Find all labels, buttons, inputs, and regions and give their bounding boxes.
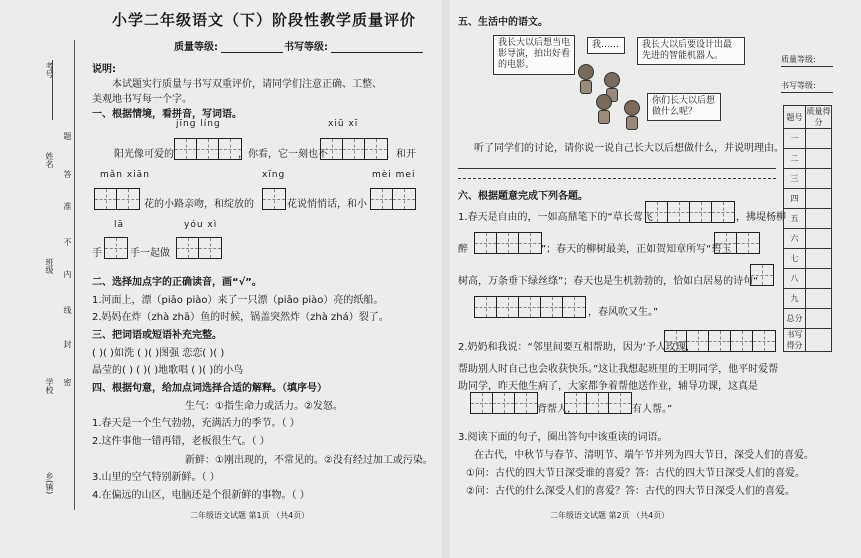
q4-heading: 四、根据句意，给加点词选择合适的解释。（填序号） (92, 383, 327, 394)
q3-line-2[interactable]: 晶莹的( ) ( )( )地歌唱 ( )( )的小鸟 (92, 365, 244, 376)
score-cell[interactable] (806, 249, 832, 269)
q4-sentence-4[interactable]: 4.在偏远的山区，电脑还是个很新鲜的事物。（ ） (92, 490, 310, 501)
q1-pinyin-4: xīng (262, 170, 286, 180)
q1-pinyin-7: yóu xì (184, 220, 218, 230)
score-row-label: 八 (784, 269, 806, 289)
child-figure-3 (596, 94, 612, 110)
q6-p2-e: 有人帮。” (632, 404, 673, 415)
writing-grade-label: 书写等级: (284, 38, 423, 53)
q6-p1-f: ，春风吹又生。” (588, 307, 659, 318)
score-row-label: 书写得分 (784, 329, 806, 352)
q1-text-3b: 手一起做 (130, 248, 170, 259)
score-cell[interactable] (806, 269, 832, 289)
score-row-label: 总分 (784, 309, 806, 329)
score-cell[interactable] (806, 149, 832, 169)
town-label: 乡(镇) (45, 472, 54, 495)
q1-pinyin-1: jīng líng (176, 119, 221, 129)
score-cell[interactable] (806, 169, 832, 189)
seal-char-8: 密 (63, 378, 72, 386)
score-col-question: 题号 (784, 106, 806, 129)
seal-char-6: 线 (63, 306, 72, 314)
speech-bubble-1: 我长大以后想当电影导演，拍出好看的电影。 (493, 35, 575, 75)
q4-sentence-1[interactable]: 1.春天是一个生气勃勃，充满活力的季节。（ ） (92, 418, 300, 429)
score-table (783, 105, 832, 352)
q1-grid-7[interactable] (176, 237, 222, 259)
child-figure-1 (578, 64, 594, 80)
score-row-label: 一 (784, 129, 806, 149)
q1-heading: 一、根据情境，看拼音，写词语。 (92, 109, 242, 120)
score-row-label: 二 (784, 149, 806, 169)
score-cell[interactable] (806, 129, 832, 149)
child-figure-4 (624, 100, 640, 116)
score-cell[interactable] (806, 209, 832, 229)
q6-grid-7[interactable] (470, 392, 538, 414)
q6-p2-a: 2.奶奶和我说：“邻里间要互相帮助，因为‘予人玫瑰， (458, 342, 696, 353)
score-col-quality: 质量得分 (806, 107, 831, 127)
q2-heading: 二、选择加点字的正确读音，画“√”。 (92, 277, 262, 288)
name-label: 姓名 (45, 152, 54, 168)
class-label: 班级 (45, 258, 54, 274)
footer-page-2: 二年级语文试题 第2页 （共4页） (550, 511, 670, 520)
q6-p1-e: 树高，万条垂下绿丝绦”；春天也是生机勃勃的，恰如白居易的诗句“ (458, 276, 759, 287)
score-row-label: 七 (784, 249, 806, 269)
score-row-label: 四 (784, 189, 806, 209)
speech-bubble-4: 你们长大以后想做什么呢？ (647, 93, 721, 121)
q6-p2-c: 助同学，昨天他生病了，大家都争着帮他送作业，辅导功课，这真是 (458, 381, 758, 392)
seal-char-2: 答 (63, 170, 72, 178)
q3-line-1[interactable]: ( )( )如洗 ( )( )图强 恋恋( )( ) (92, 348, 225, 359)
q6-grid-1[interactable] (645, 201, 735, 223)
exam-title: 小学二年级语文（下）阶段性教学质量评价 (112, 11, 417, 29)
score-row-label: 六 (784, 229, 806, 249)
q6-p2-d: 背帮人， (537, 404, 577, 415)
q4-sentence-2[interactable]: 2.这件事他一错再错，老板很生气。（ ） (92, 436, 270, 447)
q4-sentence-3[interactable]: 3.山里的空气特别新鲜。（ ） (92, 472, 220, 483)
score-cell[interactable] (806, 189, 832, 209)
q6-p3-a: 3.阅读下面的句子，圈出答句中该重读的词语。 (458, 432, 668, 443)
quality-grade-label: 质量等级: (174, 38, 283, 53)
quality-grade-blank[interactable] (221, 43, 283, 53)
margin-writing-blank[interactable] (781, 92, 833, 93)
q1-pinyin-3: mǎn xiān (100, 170, 150, 180)
q5-answer-line-1[interactable] (458, 168, 776, 169)
q1-grid-1[interactable] (174, 138, 242, 160)
q6-p1-b: ，拂堤杨柳 (736, 212, 786, 223)
score-cell[interactable] (806, 229, 832, 249)
child-body-3 (598, 110, 610, 124)
q6-p3-c[interactable]: ①问：古代的四大节日深受谁的喜爱？答：古代的四大节日深受人们的喜爱。 (466, 468, 805, 479)
q5-heading: 五、生活中的语文。 (458, 17, 548, 28)
q1-grid-2[interactable] (320, 138, 388, 160)
seal-char-4: 不 (63, 238, 72, 246)
exam-no-label: 考号 (45, 62, 54, 78)
q6-p1-a: 1.春天是自由的，一如高鼎笔下的“草长莺飞 (458, 212, 653, 223)
binding-line (74, 40, 75, 510)
writing-grade-blank[interactable] (331, 43, 423, 53)
q6-grid-2[interactable] (474, 232, 542, 254)
q1-text-1b: ，你看，它一刻也不 (238, 149, 328, 160)
q6-grid-6[interactable] (664, 330, 776, 352)
q5-prompt: 听了同学们的讨论，请你说一说自己长大以后想做什么，并说明理由。 (474, 143, 784, 154)
instructions-line-2: 美观地书写每一个字。 (92, 94, 192, 105)
q1-text-1c: ，和开 (386, 149, 416, 160)
speech-bubble-3: 我长大以后要设计出最先进的智能机器人。 (637, 37, 745, 65)
q1-pinyin-5: mèi mei (372, 170, 416, 180)
score-cell[interactable] (806, 309, 832, 329)
footer-page-1: 二年级语文试题 第1页 （共4页） (190, 511, 310, 520)
q2-line-2: 2.妈妈在炸（zhà zhā）鱼的时候，锅盖突然炸（zhà zhá）裂了。 (92, 312, 389, 323)
exam-no-blank (52, 60, 53, 120)
q6-p1-d: ”；春天的柳树最美，正如贺知章所写“碧玉 (541, 244, 732, 255)
child-body-4 (626, 116, 638, 130)
q6-p1-c: 醉 (458, 244, 468, 255)
score-row-label: 九 (784, 289, 806, 309)
q4-definition-1: 生气：①指生命力或活力。②发怒。 (185, 401, 343, 412)
q3-heading: 三、把词语或短语补充完整。 (92, 330, 222, 341)
q1-text-3a: 手 (92, 248, 102, 259)
q1-text-2b: 花说悄悄话，和小 (287, 199, 367, 210)
q1-text-1a: 阳光像可爱的 (114, 149, 174, 160)
school-label: 学校 (45, 378, 54, 394)
q6-grid-8[interactable] (564, 392, 632, 414)
margin-quality-label: 质量等级: (781, 55, 816, 64)
q1-text-2a: 花的小路亲吻，和绽放的 (144, 199, 254, 210)
q1-grid-3[interactable] (94, 188, 140, 210)
q1-pinyin-6: lā (114, 220, 125, 230)
q1-pinyin-2: xiū xī (328, 119, 359, 129)
child-figure-2 (604, 72, 620, 88)
speech-bubble-2: 我…… (587, 37, 625, 54)
seal-char-5: 内 (63, 270, 72, 278)
q1-grid-6[interactable] (104, 237, 128, 259)
q6-grid-5[interactable] (474, 296, 586, 318)
seal-char-1: 题 (63, 132, 72, 140)
instructions-heading: 说明: (92, 64, 116, 75)
page-divider (442, 0, 450, 558)
q6-p3-d[interactable]: ②问：古代的什么深受人们的喜爱？答：古代的四大节日深受人们的喜爱。 (466, 486, 795, 497)
margin-writing-label: 书写等级: (781, 81, 816, 90)
score-cell[interactable] (806, 329, 832, 352)
q1-grid-4[interactable] (262, 188, 286, 210)
q6-grid-4[interactable] (750, 264, 774, 286)
q6-p3-b: 在古代，中秋节与春节、清明节、端午节并列为四大节日，深受人们的喜爱。 (474, 450, 814, 461)
score-row-label: 五 (784, 209, 806, 229)
q6-grid-3[interactable] (714, 232, 760, 254)
instructions-line-1: 本试题实行质量与书写双重评价，请同学们注意正确、工整、 (112, 79, 382, 90)
q2-line-1: 1.河面上，漂（piāo piào）来了一只漂（piāo piào）亮的纸船。 (92, 295, 384, 306)
score-cell[interactable] (806, 289, 832, 309)
seal-char-7: 封 (63, 340, 72, 348)
q6-heading: 六、根据题意完成下列各题。 (458, 191, 588, 202)
q4-definition-2: 新鲜：①刚出现的，不常见的。②没有经过加工或污染。 (185, 455, 433, 466)
seal-char-3: 准 (63, 202, 72, 210)
score-row-label: 三 (784, 169, 806, 189)
q5-answer-line-2[interactable] (458, 178, 776, 179)
q1-grid-5[interactable] (370, 188, 416, 210)
child-body-1 (580, 80, 592, 94)
margin-quality-blank[interactable] (781, 66, 833, 67)
q6-p2-b: 帮助别人时自己也会收获快乐。”这让我想起班里的王明同学，他平时爱帮 (458, 364, 779, 375)
